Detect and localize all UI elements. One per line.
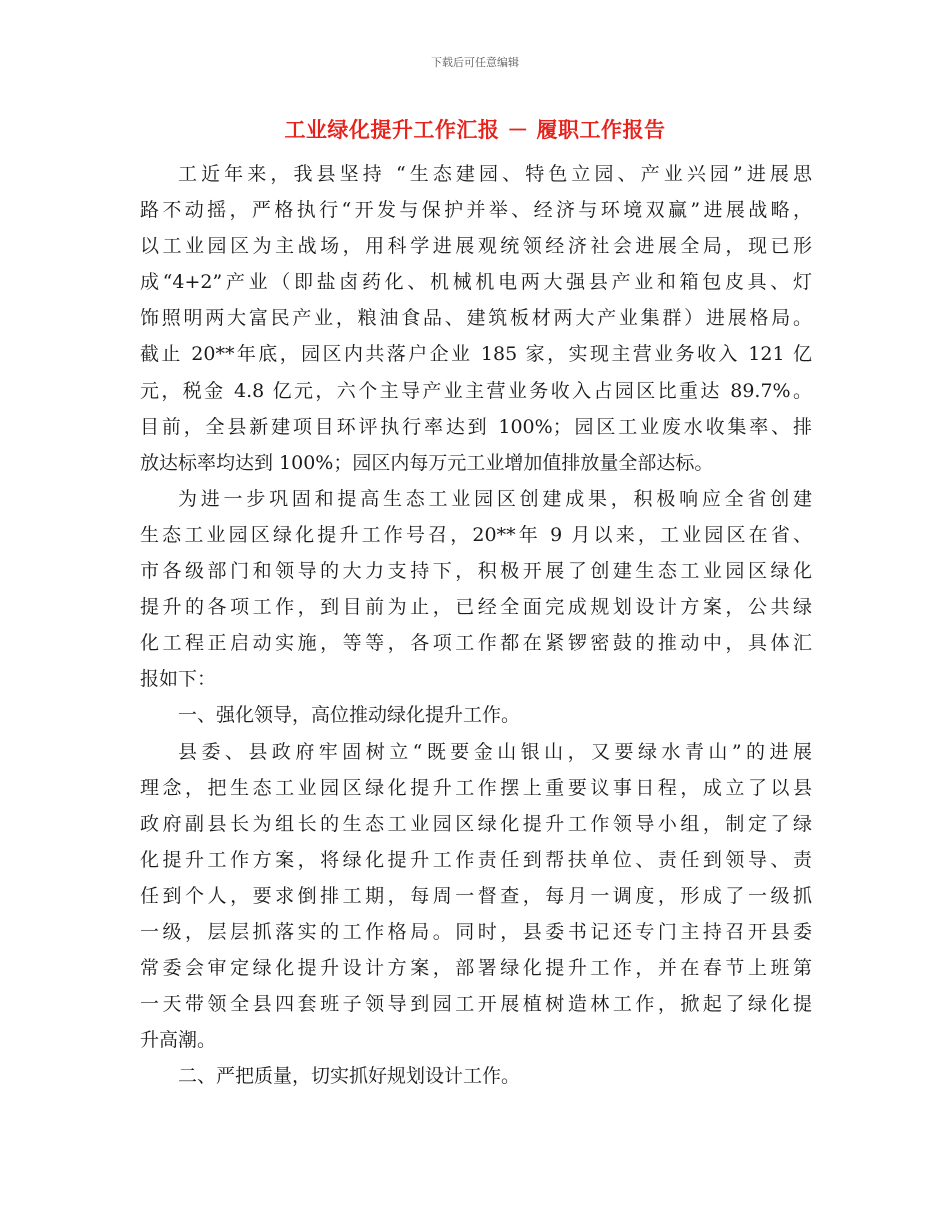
body-line: 化工程正启动实施，等等，各项工作都在紧锣密鼓的推动中，具体汇 [140, 632, 812, 655]
body-line: 一天带领全县四套班子领导到园工开展植树造林工作，掀起了绿化提 [140, 993, 812, 1016]
body-line: 以工业园区为主战场，用科学进展观统领经济社会进展全局，现已形 [140, 235, 812, 258]
body-line: 生态工业园区绿化提升工作号召，20**年 9 月以来，工业园区在省、 [140, 523, 812, 546]
body-line: 化提升工作方案，将绿化提升工作责任到帮扶单位、责任到领导、责 [140, 848, 812, 871]
document-title: 工业绿化提升工作汇报 － 履职工作报告 [284, 117, 666, 142]
body-line: 元，税金 4.8 亿元，六个主导产业主营业务收入占园区比重达 89.7%。 [140, 379, 812, 402]
body-line: 任到个人，要求倒排工期，每周一督查，每月一调度，形成了一级抓 [140, 884, 812, 907]
body-line: 成“4+2”产业（即盐卤药化、机械机电两大强县产业和箱包皮具、灯 [140, 271, 812, 294]
body-line: 提升的各项工作，到目前为止，已经全面完成规划设计方案，公共绿 [140, 596, 812, 619]
body-line: 饰照明两大富民产业，粮油食品、建筑板材两大产业集群）进展格局。 [140, 307, 812, 330]
body-line: 政府副县长为组长的生态工业园区绿化提升工作领导小组，制定了绿 [140, 812, 812, 835]
body-line: 市各级部门和领导的大力支持下，积极开展了创建生态工业园区绿化 [140, 560, 812, 583]
body-line: 理念，把生态工业园区绿化提升工作摆上重要议事日程，成立了以县 [140, 776, 812, 799]
body-line: 为进一步巩固和提高生态工业园区创建成果，积极响应全省创建 [178, 487, 812, 510]
section-heading: 一、强化领导，高位推动绿化提升工作。 [178, 704, 521, 727]
body-line: 工近年来，我县坚持 “生态建园、特色立园、产业兴园”进展思 [178, 163, 812, 185]
body-line: 目前，全县新建项目环评执行率达到 100%；园区工业废水收集率、排 [140, 415, 812, 438]
body-line: 常委会审定绿化提升设计方案，部署绿化提升工作，并在春节上班第 [140, 957, 812, 980]
body-line: 路不动摇，严格执行“开发与保护并举、经济与环境双赢”进展战略， [140, 199, 812, 222]
body-line: 县委、县政府牢固树立“既要金山银山，又要绿水青山”的进展 [178, 740, 812, 763]
body-line: 升高潮。 [140, 1029, 217, 1052]
body-line: 放达标率均达到 100%；园区内每万元工业增加值排放量全部达标。 [140, 451, 714, 474]
body-line: 报如下： [140, 668, 217, 691]
document-body [140, 156, 812, 1094]
section-heading: 二、严把质量，切实抓好规划设计工作。 [178, 1065, 521, 1088]
body-line: 截止 20**年底，园区内共落户企业 185 家，实现主营业务收入 121 亿 [140, 343, 812, 366]
body-line: 一级，层层抓落实的工作格局。同时，县委书记还专门主持召开县委 [140, 920, 812, 943]
header-note: 下载后可任意编辑 [431, 56, 519, 69]
